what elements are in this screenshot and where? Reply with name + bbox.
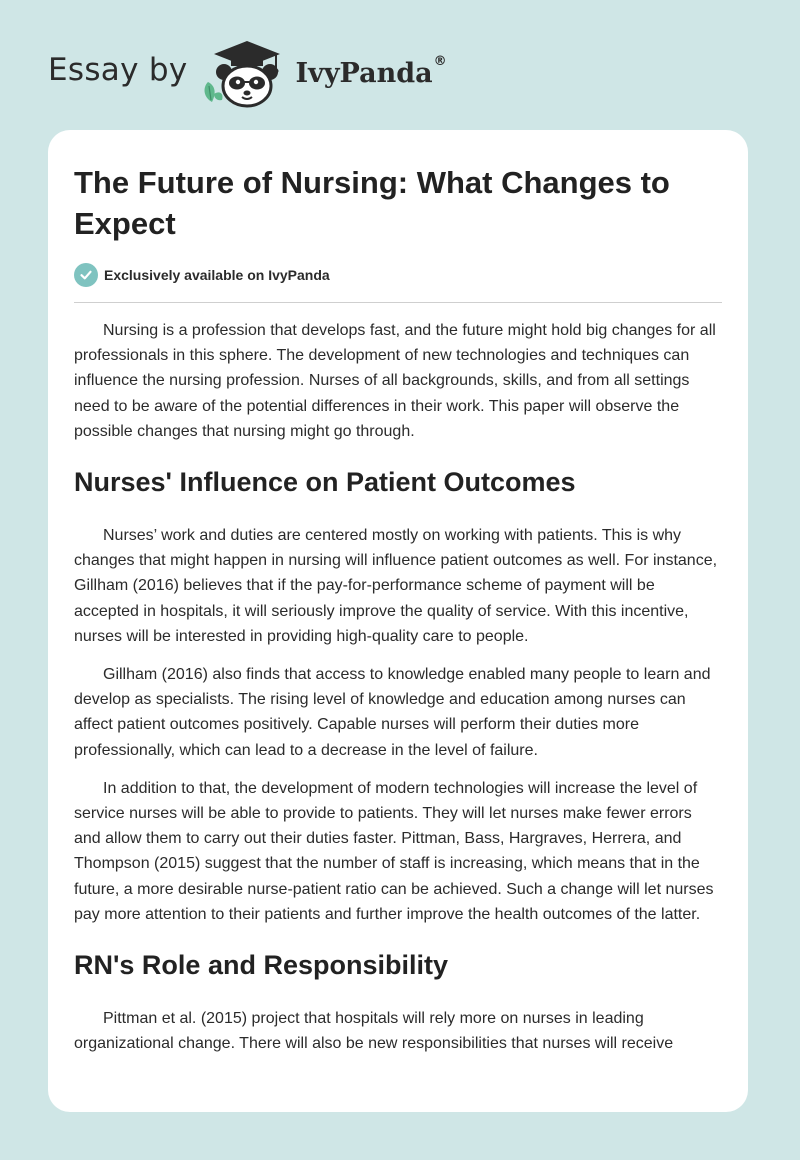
panda-graduate-logo-icon[interactable] (200, 36, 294, 108)
paragraph: In addition to that, the development of modern technologies will increase the level of service nurses will be able to provide to patients. They will let nurses make fewer errors and allow them to carry out their duties faster. Pittman, Bass, Hargraves, Herrera, and Thompson (2015) suggest that the number of staff is increasing, which means that in the future, a more desirable nurse-patient ratio can be achieved. Such a change will let nurses pay more attention to their patients and further improve the health outcomes of the latter. (74, 779, 714, 923)
essay-content (48, 130, 748, 1056)
brand-name-text[interactable]: IvyPanda (295, 57, 433, 89)
intro-paragraph: Nursing is a profession that develops fast, and the future might hold big changes for all professionals in this sphere. The development of new technologies and techniques can influence the nursing profession. Nurses of all backgrounds, skills, and from all settings need to be aware of the potential differences in their work. This paper will observe the possible changes that nursing might go through. (74, 322, 716, 440)
page-title: The Future of Nursing: What Changes to Expect (74, 165, 670, 241)
divider (74, 302, 722, 303)
brand-prefix: Essay by (48, 52, 188, 88)
paragraph: Gillham (2016) also finds that access to knowledge enabled many people to learn and develop as specialists. The rising level of knowledge and education among nurses can affect patient outcomes positively. Capable nurses will perform their duties more professionally, which can lead to a decrease in the level of failure. (74, 666, 711, 759)
section-heading-rn-role: RN's Role and Responsibility (74, 950, 448, 981)
exclusive-label: Exclusively available on IvyPanda (104, 267, 330, 283)
paragraph: Nurses’ work and duties are centered mostly on working with patients. This is why changes that might happen in nursing will influence patient outcomes as well. For instance, Gillham (2016) believes that if the pay-for-performance scheme of payment will be accepted in hospitals, it will seriously improve the quality of service. With this incentive, nurses will be interested in providing high-quality care to people. (74, 527, 718, 645)
essay-card (48, 130, 748, 1112)
brand-header (48, 36, 447, 108)
check-icon (74, 263, 98, 287)
brand-name[interactable] (295, 53, 447, 89)
section-heading-patient-outcomes: Nurses' Influence on Patient Outcomes (74, 467, 576, 498)
registered-mark: ® (433, 53, 447, 69)
paragraph: Pittman et al. (2015) project that hospitals will rely more on nurses in leading organizational change. There will also be new responsibilities that nurses will receive (74, 1010, 674, 1053)
exclusive-badge-row (74, 262, 722, 288)
